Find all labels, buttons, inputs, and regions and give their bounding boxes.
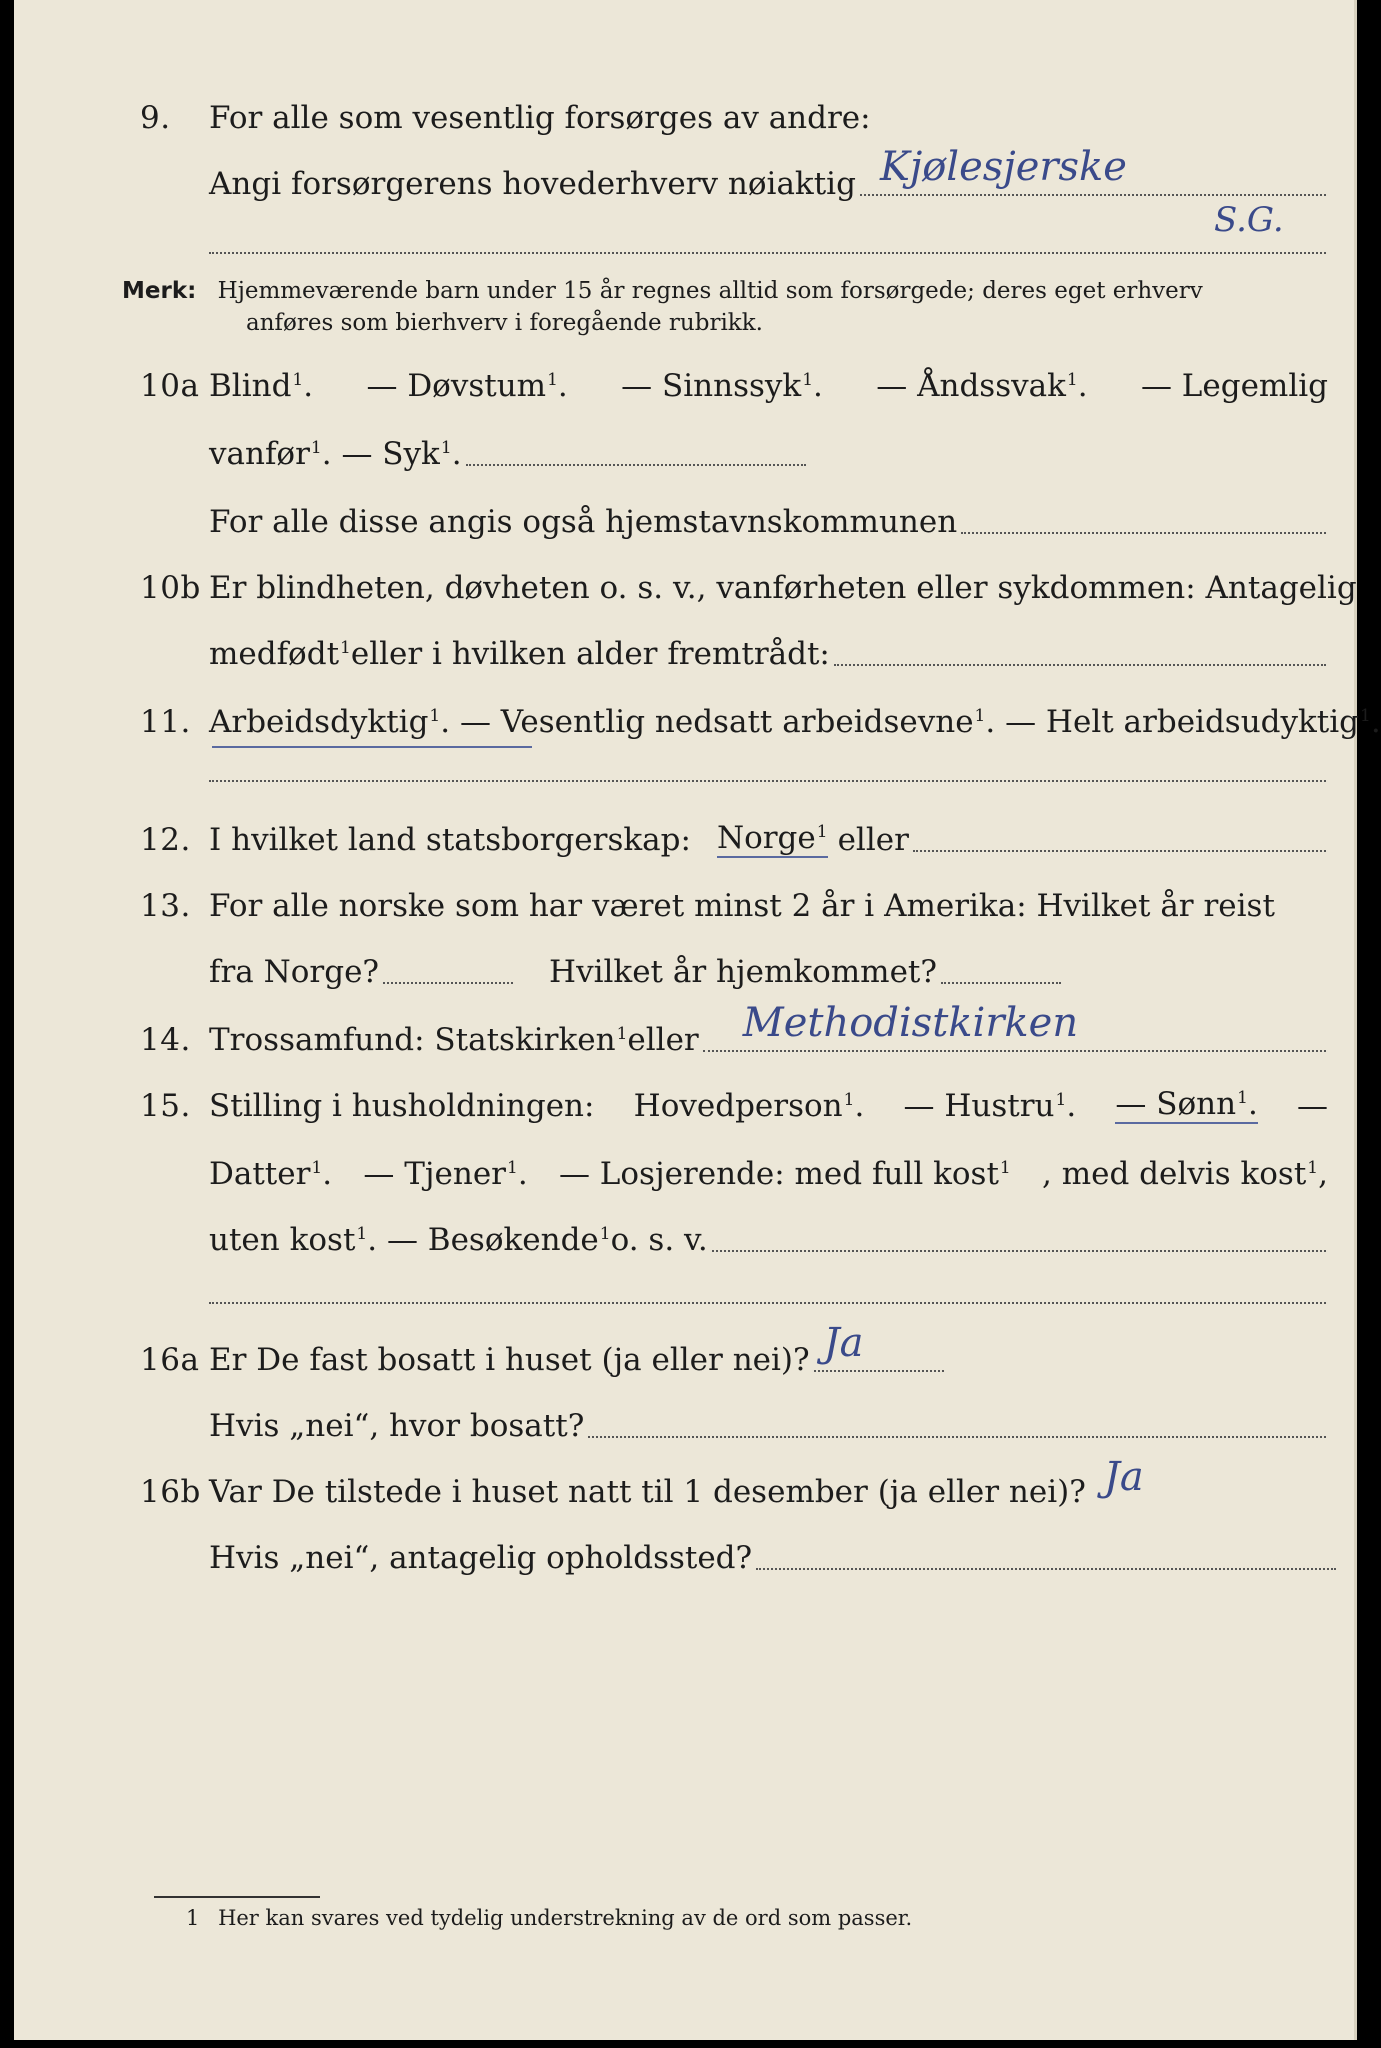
option-full-kost[interactable]: — Losjerende: med full kost$^1$ (558, 1156, 1011, 1192)
footnote-text: Her kan svares ved tydelig understrekning av de ord som passer. (218, 1906, 913, 1930)
q10b-age-line[interactable] (834, 663, 1326, 666)
q13-number: 13. (140, 888, 191, 924)
option-hovedperson[interactable]: Hovedperson$^1$. (633, 1088, 865, 1124)
q10a-number: 10a (140, 368, 200, 404)
q16a-answer-line[interactable] (814, 1320, 944, 1372)
q10b-number: 10b (140, 570, 201, 606)
q10a-row2 (14, 428, 1354, 478)
q16a-residence-line[interactable] (588, 1435, 1326, 1438)
q11-handwritten-underline (212, 746, 532, 748)
q14-handwritten-answer: Methodistkirken (742, 1000, 1079, 1046)
q10a-row3 (14, 496, 1354, 546)
q11-extra-line (209, 780, 1326, 782)
q14-row: 14. Trossamfund: Statskirken$^1$ eller Methodistkirken (14, 1014, 1354, 1064)
q16b-handwritten-answer: Ja (1103, 1454, 1144, 1500)
option-vanfor[interactable]: vanfør$^1$ (209, 436, 322, 472)
q9-text: For alle som vesentlig forsørges av andre: (209, 100, 871, 136)
merk-label: Merk: (122, 278, 197, 304)
q15-row1: 15. Stilling i husholdningen: Hovedperson$^1$. — Hustru$^1$. — Sønn$^1$. — (140, 1086, 1328, 1124)
merk-note-line2: anføres som bierhverv i foregående rubrikk. (246, 310, 763, 336)
q9-provider-occupation: Angi forsørgerens hovederhverv nøiaktig Kjølesjerske (209, 166, 1354, 202)
option-blind[interactable]: Blind$^1$. (209, 368, 314, 404)
option-andssvak[interactable]: — Åndssvak$^1$. (876, 368, 1088, 404)
q16b-whereabouts-line[interactable] (756, 1567, 1336, 1570)
footnote-mark: 1 (186, 1906, 200, 1930)
q10a-home-municipality-line[interactable] (961, 531, 1326, 534)
option-delvis-kost[interactable]: , med delvis kost$^1$, (1042, 1156, 1328, 1192)
q11-row (14, 696, 1381, 746)
q16b-row1: 16b Var De tilstede i huset natt til 1 desember (ja eller nei)? Ja (14, 1466, 1354, 1516)
census-form-page (14, 0, 1381, 2040)
footnote-rule (154, 1896, 320, 1898)
q9-handwritten-mark: S.G. (1214, 200, 1284, 240)
q13-departure-year-line[interactable] (383, 981, 513, 984)
q9-answer-line[interactable] (860, 144, 1326, 196)
q14-number: 14. (140, 1022, 191, 1058)
option-dovstum[interactable]: — Døvstum$^1$. (366, 368, 568, 404)
option-sonn[interactable]: — Sønn$^1$. (1115, 1086, 1258, 1122)
q10a-row1 (14, 360, 1354, 410)
option-uten-kost[interactable]: uten kost$^1$ (209, 1222, 368, 1258)
option-vesentlig-nedsatt[interactable]: . — Vesentlig nedsatt arbeidsevne$^1$ (440, 704, 986, 740)
option-medfodt[interactable]: medfødt$^1$ (209, 636, 351, 672)
q15-row3: uten kost$^1$ . — Besøkende$^1$ o. s. v. (14, 1214, 1354, 1264)
q9-number: 9. (140, 100, 171, 136)
option-tjener[interactable]: — Tjener$^1$. (363, 1156, 528, 1192)
option-besokende[interactable]: . — Besøkende$^1$ (367, 1222, 611, 1258)
option-legemlig[interactable]: — Legemlig (1140, 368, 1328, 404)
q12-number: 12. (140, 822, 191, 858)
q13-text: For alle norske som har været minst 2 år i Amerika: Hvilket år reist (209, 888, 1275, 924)
q10a-options (209, 368, 1328, 404)
q16b-row2: Hvis „nei“, antagelig opholdssted? (14, 1532, 1354, 1582)
option-sinnssyk[interactable]: — Sinnssyk$^1$. (621, 368, 823, 404)
q9-row2 (14, 144, 1354, 208)
q15-number: 15. (140, 1088, 191, 1124)
q9-row1 (14, 92, 1354, 142)
option-helt-arbeidsudyktig[interactable]: . — Helt arbeidsudyktig$^1$. (985, 704, 1381, 740)
option-norge[interactable]: Norge$^1$ (716, 820, 828, 856)
q14-answer-line[interactable] (703, 1000, 1326, 1052)
q10a-home-municipality-label: For alle disse angis også hjemstavnskommunen (209, 504, 958, 540)
q13-row1 (14, 880, 1354, 930)
q9-extra-line (209, 252, 1326, 254)
q16a-handwritten-answer: Ja (823, 1320, 864, 1366)
q16a-row2: Hvis „nei“, hvor bosatt? (14, 1400, 1354, 1450)
q13-return-year-line[interactable] (941, 981, 1061, 984)
q10b-text: Er blindheten, døvheten o. s. v., vanførheten eller sykdommen: Antagelig (209, 570, 1357, 606)
q13-row2: fra Norge? Hvilket år hjemkommet? (14, 946, 1354, 996)
merk-note: Merk: Hjemmeværende barn under 15 år regnes alltid som forsørgede; deres eget erhverv (122, 278, 1203, 304)
q16b-number: 16b (140, 1474, 201, 1510)
q12-row: 12. I hvilket land statsborgerskap: Norge$^1$ eller (14, 814, 1354, 864)
q16b-answer-area[interactable] (1090, 1454, 1210, 1504)
q9-handwritten-answer: Kjølesjerske (879, 144, 1127, 190)
q10a-syk-line[interactable] (466, 463, 806, 466)
q10b-row1 (14, 562, 1357, 612)
option-statskirken[interactable]: Trossamfund: Statskirken$^1$ (209, 1022, 628, 1058)
q15-row2 (14, 1148, 1354, 1198)
q16a-number: 16a (140, 1342, 200, 1378)
footnote (186, 1906, 912, 1930)
option-syk[interactable]: . — Syk$^1$. (321, 436, 462, 472)
option-hustru[interactable]: — Hustru$^1$. (903, 1088, 1077, 1124)
option-arbeidsdyktig[interactable]: Arbeidsdyktig$^1$ (209, 704, 441, 740)
q16a-row1: 16a Er De fast bosatt i huset (ja eller nei)? Ja (14, 1334, 1354, 1384)
q12-other-country-line[interactable] (913, 849, 1326, 852)
q15-other-line[interactable] (712, 1249, 1326, 1252)
q11-number: 11. (140, 704, 191, 740)
q10b-row2: medfødt$^1$ eller i hvilken alder fremtrådt: (14, 628, 1354, 678)
option-datter[interactable]: Datter$^1$. (209, 1156, 333, 1192)
q15-extra-line (209, 1302, 1326, 1304)
